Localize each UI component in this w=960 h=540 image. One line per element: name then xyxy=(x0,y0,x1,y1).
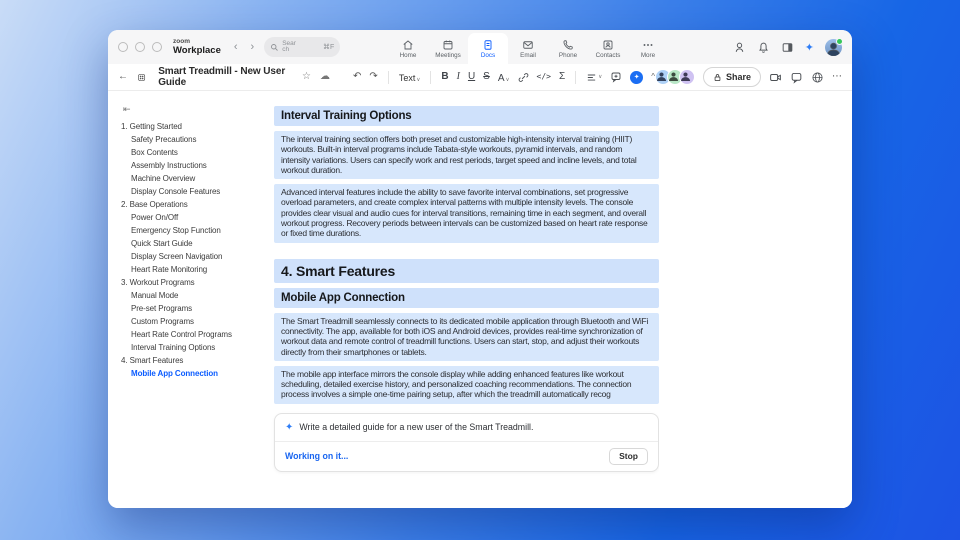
zoom-window-button[interactable] xyxy=(152,42,162,52)
collaborator-avatar-3[interactable] xyxy=(679,69,695,85)
outline-item[interactable]: 1. Getting Started xyxy=(121,122,182,131)
document-outline-sidebar xyxy=(108,91,274,508)
formula-button[interactable]: Σ xyxy=(559,71,566,82)
contacts-icon xyxy=(602,39,614,51)
outline-item[interactable]: Power On/Off xyxy=(131,213,179,222)
search-placeholder: Search xyxy=(282,39,296,53)
underline-button[interactable]: U xyxy=(467,71,476,82)
notifications-bell-icon[interactable] xyxy=(757,41,770,54)
tab-contacts[interactable]: Contacts xyxy=(588,33,628,64)
tab-more[interactable]: More xyxy=(628,33,668,64)
zoom-workplace-window xyxy=(108,30,852,508)
video-camera-icon[interactable] xyxy=(769,71,782,84)
align-dropdown[interactable] xyxy=(586,72,602,83)
titlebar-right-icons xyxy=(733,39,842,56)
tab-email[interactable]: Email xyxy=(508,33,548,64)
outline-item[interactable]: Interval Training Options xyxy=(131,343,216,352)
close-window-button[interactable] xyxy=(118,42,128,52)
minimize-window-button[interactable] xyxy=(135,42,145,52)
chevron-down-icon: ∨ xyxy=(505,77,510,83)
presence-status-dot xyxy=(836,38,843,45)
side-panel-icon[interactable] xyxy=(781,41,794,54)
outline-item[interactable]: Safety Precautions xyxy=(131,135,197,144)
paragraph: The Smart Treadmill seamlessly connects to its dedicated mobile application through Bluetooth and WiFi connectivity. The app, available for both iOS and Android devices, provides real-time synchronization of workout data and remote control of treadmill functions. Users can start, stop, and adjust their workouts directly from their smartphones or tablets. xyxy=(274,313,659,361)
collaborator-avatars[interactable] xyxy=(655,69,695,85)
document-toolbar xyxy=(108,64,852,91)
outline-item[interactable]: Heart Rate Monitoring xyxy=(131,265,208,274)
content-right-padding xyxy=(659,91,852,508)
chevron-down-icon: ∨ xyxy=(598,74,603,80)
outline-item[interactable]: Emergency Stop Function xyxy=(131,226,221,235)
nav-back-icon[interactable]: ‹ xyxy=(233,41,238,53)
history-navigation xyxy=(234,41,254,53)
ai-status-text: Working on it... xyxy=(285,451,349,462)
collapse-outline-icon[interactable]: ⇤ xyxy=(123,104,131,114)
outline-item[interactable]: Pre-set Programs xyxy=(131,304,193,313)
favorite-star-icon[interactable]: ☆ xyxy=(302,71,311,82)
stop-button[interactable]: Stop xyxy=(609,448,648,465)
outline-item[interactable]: Display Screen Navigation xyxy=(131,252,223,261)
chapter-heading: 4. Smart Features xyxy=(274,259,659,283)
share-button[interactable]: Share xyxy=(703,67,761,87)
align-icon xyxy=(586,72,597,83)
globe-icon[interactable] xyxy=(811,71,824,84)
zoom-workplace-logo xyxy=(173,39,221,56)
tab-home[interactable]: Home xyxy=(388,33,428,64)
ai-companion-icon[interactable]: ✦ xyxy=(804,41,814,54)
titlebar xyxy=(108,30,852,64)
chat-bubble-icon[interactable] xyxy=(790,71,803,84)
email-icon xyxy=(522,39,534,51)
window-controls[interactable] xyxy=(118,42,162,52)
chevron-down-icon: ∨ xyxy=(416,77,421,83)
link-icon[interactable] xyxy=(518,72,529,83)
outline-item[interactable]: Assembly Instructions xyxy=(131,161,207,170)
italic-button[interactable]: I xyxy=(456,71,460,82)
ai-sparkle-icon: ✦ xyxy=(285,421,294,433)
back-icon[interactable]: ← xyxy=(118,71,128,82)
content-area xyxy=(108,91,852,508)
tab-phone[interactable]: Phone xyxy=(548,33,588,64)
nav-forward-icon[interactable]: › xyxy=(250,41,255,53)
lock-icon xyxy=(713,73,722,82)
outline-item[interactable]: Heart Rate Control Programs xyxy=(131,330,232,339)
text-style-dropdown[interactable]: Text∨ xyxy=(398,73,421,83)
outline-item[interactable]: Custom Programs xyxy=(131,317,194,326)
section-heading: Interval Training Options xyxy=(274,106,659,126)
outline-item[interactable]: 4. Smart Features xyxy=(121,356,184,365)
main-nav-tabs xyxy=(388,30,668,64)
cloud-sync-icon: ☁ xyxy=(320,71,330,82)
more-options-icon[interactable]: ⋯ xyxy=(832,71,842,82)
phone-icon xyxy=(562,39,574,51)
tab-meetings[interactable]: Meetings xyxy=(428,33,468,64)
outline-item[interactable]: Machine Overview xyxy=(131,174,196,183)
search-shortcut: ⌘F xyxy=(322,44,335,51)
docs-icon xyxy=(482,39,494,51)
redo-icon[interactable]: ↷ xyxy=(369,71,378,82)
tab-docs[interactable]: Docs xyxy=(468,33,508,64)
undo-icon[interactable]: ↶ xyxy=(353,71,362,82)
search-icon xyxy=(270,43,279,52)
strikethrough-button[interactable]: S xyxy=(483,71,490,82)
sparkle-icon: ✦ xyxy=(633,74,640,81)
ai-assistant-panel xyxy=(274,413,659,472)
document-title[interactable]: Smart Treadmill - New User Guide xyxy=(158,66,286,88)
outline-item[interactable]: Display Console Features xyxy=(131,187,221,196)
outline-item[interactable]: Manual Mode xyxy=(131,291,179,300)
user-avatar[interactable] xyxy=(825,39,842,56)
logo-workplace-text: Workplace xyxy=(173,45,221,56)
ai-insert-button[interactable] xyxy=(630,71,643,84)
document-body[interactable] xyxy=(274,91,659,508)
comment-add-icon[interactable] xyxy=(610,71,622,83)
ai-prompt-text: Write a detailed guide for a new user of the Smart Treadmill. xyxy=(299,422,534,433)
outline-item[interactable]: Box Contents xyxy=(131,148,178,157)
section-heading: Mobile App Connection xyxy=(274,288,659,308)
paragraph: Advanced interval features include the ability to save favorite interval combinations, set progressive overload parameters, and create complex interval patterns with multiple intensity levels. The console provides clear visual and audio cues for interval transitions, remaining time in each segment, and overall workout progress. Recovery periods between intervals can be customized based on heart rate response or fixed time durations. xyxy=(274,184,659,242)
home-icon xyxy=(402,39,414,51)
history-icon[interactable] xyxy=(733,41,746,54)
outline-item[interactable]: 3. Workout Programs xyxy=(121,278,195,287)
doc-apps-icon[interactable] xyxy=(137,72,146,83)
paragraph: The interval training section offers both preset and customizable high-intensity interval training (HIIT) workouts. Built-in interval programs include Tabata-style workouts, pyramid intervals, and random intensity variations. Users can specify work and rest periods, target speed and incline levels, and total workout duration. xyxy=(274,131,659,179)
outline-item[interactable]: Quick Start Guide xyxy=(131,239,193,248)
text-color-dropdown[interactable]: A∨ xyxy=(497,73,510,84)
search-input[interactable] xyxy=(264,37,340,57)
code-block-button[interactable]: </> xyxy=(536,72,551,81)
outline-item[interactable]: 2. Base Operations xyxy=(121,200,188,209)
meetings-icon xyxy=(442,39,454,51)
collapse-toolbar-icon[interactable]: ^ xyxy=(651,72,655,81)
outline-item-active[interactable]: Mobile App Connection xyxy=(131,369,218,378)
bold-button[interactable]: B xyxy=(441,71,449,82)
more-icon xyxy=(642,39,654,51)
logo-zoom-text: zoom xyxy=(173,37,190,45)
paragraph: The mobile app interface mirrors the console display while adding enhanced features like workout scheduling, detailed exercise history, and personalized coaching recommendations. The connection process involves a simple one-time pairing setup, after which the treadmill automatically recog xyxy=(274,366,659,404)
